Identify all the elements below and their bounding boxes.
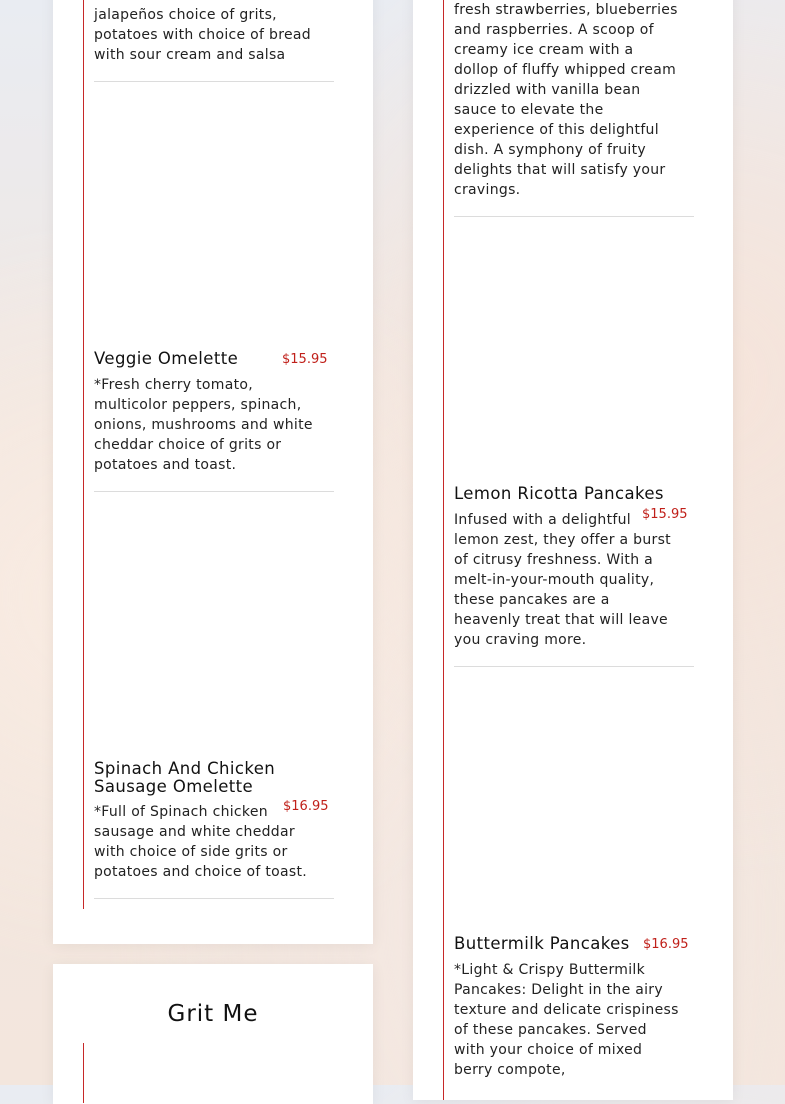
menu-item-name: Veggie Omelette [94, 349, 239, 368]
menu-item-lemon-ricotta-pancakes[interactable] [454, 484, 694, 648]
column-accent-line [443, 0, 444, 1100]
menu-item-price: $16.95 [643, 937, 689, 952]
menu-item-veggie-omelette[interactable] [94, 350, 334, 480]
menu-item-description: *Fresh cherry tomato, multicolor peppers, spinach, onions, mushrooms and white cheddar choice of grits or potatoes and toast. [94, 377, 313, 473]
item-divider [94, 491, 334, 492]
menu-item-image [454, 675, 694, 930]
menu-item-buttermilk-pancakes[interactable] [454, 935, 694, 1100]
menu-item-price: $16.95 [283, 799, 329, 814]
menu-item-name: Lemon Ricotta Pancakes [454, 484, 664, 503]
menu-item-image [94, 90, 334, 345]
menu-item-name: Spinach And Chicken Sausage Omelette [94, 759, 276, 796]
section-title: Grit Me [167, 1001, 259, 1027]
menu-item-image [454, 225, 694, 480]
pancake-menu-card [413, 0, 733, 1100]
menu-item-spinach-chicken-omelette[interactable] [94, 760, 334, 890]
menu-item-description: jalapeños choice of grits, potatoes with choice of bread with sour cream and salsa [94, 7, 311, 63]
menu-item-name: Buttermilk Pancakes [454, 934, 630, 953]
menu-item-price: $15.95 [282, 352, 328, 367]
item-divider [94, 898, 334, 899]
menu-item-description: *Light & Crispy Buttermilk Pancakes: Delight in the airy texture and delicate crispiness of these pancakes. Served with your choice of mixed berry compote, [454, 962, 679, 1078]
menu-item-description: *Full of Spinach chicken sausage and white cheddar with choice of side grits or potatoes and choice of toast. [94, 804, 308, 880]
grit-me-card [53, 964, 373, 1104]
column-accent-line [83, 0, 84, 909]
menu-item-price: $15.95 [642, 507, 688, 522]
menu-item-image [94, 500, 334, 755]
item-divider [454, 216, 694, 217]
item-divider [94, 81, 334, 82]
menu-item-description: fresh strawberries, blueberries and raspberries. A scoop of creamy ice cream with a dollop of fluffy whipped cream drizzled with vanilla bean sauce to elevate the experience of this delightful dish. A symphony of fruity delights that will satisfy your cravings. [454, 2, 678, 198]
column-accent-line [83, 1043, 84, 1103]
omelette-menu-card [53, 0, 373, 944]
menu-item-description: Infused with a delightful lemon zest, they offer a burst of citrusy freshness. With a melt-in-your-mouth quality, these pancakes are a heavenly treat that will leave you craving more. [454, 512, 671, 648]
item-divider [454, 666, 694, 667]
